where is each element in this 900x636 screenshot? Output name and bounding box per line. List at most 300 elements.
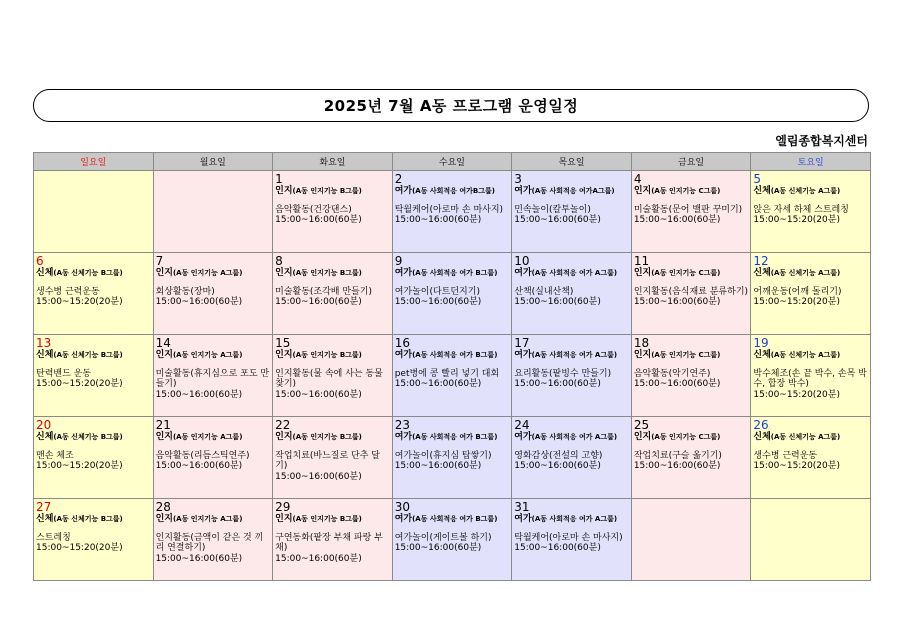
- calendar-day-cell: [273, 499, 393, 581]
- activity-name: pet병에 콩 빨리 넣기 대회: [394, 368, 500, 379]
- day-number: 22: [275, 418, 291, 432]
- day-number: 31: [514, 500, 530, 514]
- day-content: [154, 335, 273, 401]
- program-type: 여가: [394, 432, 413, 442]
- spacer: [753, 279, 868, 287]
- calendar-day-cell: [392, 417, 512, 499]
- day-number: 28: [155, 500, 171, 514]
- calendar-day-cell: [751, 335, 871, 417]
- program-subgroup: (A동 신체기능 A그룹): [770, 351, 841, 359]
- spacer: [514, 443, 629, 451]
- program-subgroup: (A동 신체기능 A그룹): [770, 269, 841, 277]
- day-number: 15: [275, 336, 291, 350]
- spacer: [753, 514, 868, 522]
- program-subgroup: (A동 인지기능 B그룹): [292, 269, 362, 277]
- day-content: [512, 335, 631, 391]
- organization-name: 엘림종합복지센터: [775, 134, 868, 148]
- program-type: 인지: [155, 268, 173, 278]
- calendar-day-cell: [273, 253, 393, 335]
- activity-time: 15:00~16:00(60분): [275, 389, 362, 400]
- program-group: [395, 268, 510, 279]
- day-number: 19: [753, 336, 769, 350]
- program-group: [514, 350, 629, 361]
- activity-name: 음악활동(리듬스틱연주): [155, 450, 250, 461]
- day-number: 26: [753, 418, 769, 432]
- program-group: [514, 514, 629, 525]
- activity-time: 15:00~16:00(60분): [394, 215, 482, 226]
- calendar-day-cell: [153, 335, 273, 417]
- spacer: [36, 443, 151, 451]
- day-content: [273, 417, 392, 483]
- program-group: [36, 350, 151, 361]
- spacer: [634, 361, 749, 369]
- program-type: 신체: [753, 186, 771, 196]
- day-number: 24: [514, 418, 530, 432]
- program-type: 인지: [155, 514, 173, 524]
- spacer: [156, 443, 271, 451]
- program-subgroup: (A동 사회적응 여가 B그룹): [412, 269, 498, 277]
- activity-name: 산책(실내산책): [514, 286, 574, 297]
- day-content: [751, 171, 870, 227]
- calendar-day-cell: [751, 417, 871, 499]
- activity-time: 15:00~15:20(20분): [753, 215, 840, 226]
- spacer: [275, 197, 390, 205]
- calendar-day-cell: [153, 499, 273, 581]
- program-group: [275, 514, 390, 525]
- day-content: [393, 171, 512, 227]
- day-content: [273, 499, 392, 565]
- program-group: [36, 514, 151, 525]
- spacer: [36, 525, 151, 533]
- day-number: 21: [155, 418, 171, 432]
- calendar-day-cell: [512, 171, 632, 253]
- program-group: [156, 514, 271, 525]
- calendar-day-cell: [631, 499, 751, 581]
- day-content: [154, 417, 273, 473]
- day-content: [751, 499, 870, 523]
- day-content: [154, 171, 273, 195]
- calendar-day-cell: [153, 253, 273, 335]
- activity-time: 15:00~16:00(60분): [633, 379, 721, 390]
- activity-name: 음악활동(악기연주): [633, 368, 711, 379]
- program-subgroup: (A동 사회적응 여가 A그룹): [531, 351, 618, 359]
- program-subgroup: (A동 인지기능 A그룹): [172, 351, 243, 359]
- program-subgroup: (A동 사회적응 여가A그룹): [531, 187, 615, 195]
- spacer: [156, 279, 271, 287]
- calendar-day-cell: [631, 253, 751, 335]
- activity-name: 미술활동(휴지심으로 포도 만들기): [155, 368, 270, 390]
- calendar-day-cell: [392, 253, 512, 335]
- activity-name: 생수병 근력운동: [36, 286, 100, 297]
- program-group: [634, 268, 749, 279]
- activity-name: 미술활동(조각배 만들기): [275, 286, 372, 297]
- activity-name: 맨손 체조: [36, 450, 74, 461]
- day-content: [393, 499, 512, 555]
- program-group: [275, 268, 390, 279]
- calendar-day-cell: [512, 417, 632, 499]
- day-content: [393, 253, 512, 309]
- activity-time: 15:00~16:00(60분): [394, 543, 482, 554]
- program-type: 인지: [155, 432, 173, 442]
- program-type: 여가: [394, 268, 413, 278]
- day-content: [512, 171, 631, 227]
- activity-name: 탄력밴드 운동: [36, 368, 92, 379]
- program-type: 여가: [394, 350, 413, 360]
- weekday-header: 일요일: [34, 153, 154, 171]
- program-subgroup: (A동 인지기능 B그룹): [292, 515, 362, 523]
- day-content: [632, 417, 751, 473]
- activity-time: 15:00~16:00(60분): [155, 553, 243, 564]
- program-subgroup: (A동 인지기능 C그룹): [651, 187, 721, 195]
- program-group: [634, 350, 749, 361]
- calendar-day-cell: [273, 417, 393, 499]
- program-subgroup: (A동 인지기능 B그룹): [292, 433, 362, 441]
- day-number: 5: [753, 172, 762, 186]
- day-number: [753, 500, 868, 514]
- program-group: [156, 350, 271, 361]
- program-subgroup: (A동 사회적응 여가 B그룹): [412, 351, 498, 359]
- day-content: [34, 253, 153, 309]
- activity-time: 15:00~16:00(60분): [514, 297, 601, 308]
- calendar-day-cell: [153, 417, 273, 499]
- day-content: [273, 171, 392, 227]
- day-number: 7: [155, 254, 164, 268]
- program-type: 여가: [394, 514, 413, 524]
- program-group: [275, 186, 390, 197]
- day-content: [512, 499, 631, 555]
- calendar-day-cell: [631, 335, 751, 417]
- day-content: [34, 499, 153, 555]
- activity-time: 15:00~15:20(20분): [753, 461, 840, 472]
- program-subgroup: (A동 사회적응 여가B그룹): [412, 187, 495, 195]
- spacer: [156, 361, 271, 369]
- calendar-day-cell: [34, 253, 154, 335]
- spacer: [753, 443, 868, 451]
- calendar-week-row: [34, 171, 871, 253]
- calendar-week-row: [34, 335, 871, 417]
- day-number: 18: [633, 336, 650, 350]
- spacer: [395, 197, 510, 205]
- calendar-week-row: [34, 417, 871, 499]
- activity-name: 탁월케어(아로마 손 마사지): [394, 204, 504, 215]
- activity-time: 15:00~15:20(20분): [36, 543, 123, 554]
- activity-name: 민속놀이(칼투놀이): [514, 204, 591, 215]
- spacer: [634, 443, 749, 451]
- day-number: 17: [514, 336, 530, 350]
- calendar-week-row: [34, 499, 871, 581]
- activity-time: 15:00~16:00(60분): [155, 389, 243, 400]
- calendar-day-cell: [512, 335, 632, 417]
- program-type: 신체: [36, 514, 54, 524]
- day-content: [632, 253, 751, 309]
- day-number: 29: [275, 500, 291, 514]
- day-content: [154, 499, 273, 565]
- activity-time: 15:00~15:20(20분): [36, 297, 123, 308]
- program-group: [753, 268, 868, 279]
- calendar-day-cell: [631, 171, 751, 253]
- program-subgroup: (A동 인지기능 B그룹): [292, 351, 362, 359]
- activity-time: 15:00~16:00(60분): [155, 297, 243, 308]
- day-content: [632, 335, 751, 391]
- program-group: [634, 186, 749, 197]
- program-subgroup: (A동 사회적응 여가 A그룹): [531, 433, 618, 441]
- activity-name: 어깨운동(어깨 돌리기): [753, 286, 842, 297]
- program-group: [36, 268, 151, 279]
- activity-name: 인지활동(물 속에 사는 동물 찾기): [275, 368, 383, 390]
- spacer: [395, 361, 510, 369]
- activity-time: 15:00~16:00(60분): [394, 379, 482, 390]
- day-number: 11: [633, 254, 650, 268]
- activity-name: 음악활동(건강댄스): [275, 204, 352, 215]
- weekday-header: 수요일: [392, 153, 512, 171]
- day-content: [393, 335, 512, 391]
- activity-time: 15:00~16:00(60분): [394, 297, 482, 308]
- activity-name: 작업치료(구슬 옮기기): [633, 450, 722, 461]
- program-subgroup: (A동 신체기능 A그룹): [770, 433, 841, 441]
- activity-time: 15:00~16:00(60분): [275, 297, 362, 308]
- activity-time: 15:00~16:00(60분): [633, 297, 721, 308]
- weekday-header: 금요일: [631, 153, 751, 171]
- program-group: [395, 432, 510, 443]
- day-number: 14: [155, 336, 171, 350]
- day-number: 6: [36, 254, 44, 268]
- program-group: [753, 432, 868, 443]
- program-group: [156, 268, 271, 279]
- calendar-day-cell: [392, 171, 512, 253]
- weekday-header-row: [34, 153, 871, 171]
- day-number: 10: [514, 254, 530, 268]
- activity-name: 박수체조(손 끝 박수, 손목 박수, 합장 박수): [753, 368, 867, 390]
- program-type: 인지: [275, 350, 293, 360]
- spacer: [395, 279, 510, 287]
- program-type: 인지: [633, 350, 652, 360]
- program-type: 신체: [753, 350, 771, 360]
- program-type: 인지: [275, 432, 293, 442]
- spacer: [634, 197, 749, 205]
- program-subgroup: (A동 신체기능 B그룹): [53, 433, 123, 441]
- program-type: 신체: [753, 268, 771, 278]
- activity-name: 인지활동(금액이 같은 것 끼리 연결하기): [155, 532, 264, 554]
- program-group: [156, 432, 271, 443]
- activity-time: 15:00~16:00(60분): [514, 215, 601, 226]
- day-number: 13: [36, 336, 52, 350]
- spacer: [36, 279, 151, 287]
- spacer: [275, 525, 390, 533]
- program-group: [634, 432, 749, 443]
- program-subgroup: (A동 신체기능 A그룹): [770, 187, 841, 195]
- spacer: [634, 279, 749, 287]
- calendar-day-cell: [273, 335, 393, 417]
- activity-time: 15:00~16:00(60분): [633, 461, 721, 472]
- day-number: 16: [394, 336, 410, 350]
- calendar-day-cell: [273, 171, 393, 253]
- program-subgroup: (A동 인지기능 C그룹): [651, 269, 721, 277]
- weekday-header: 화요일: [273, 153, 393, 171]
- program-subgroup: (A동 인지기능 A그룹): [172, 433, 243, 441]
- day-number: 20: [36, 418, 52, 432]
- program-type: 여가: [514, 514, 532, 524]
- program-type: 인지: [633, 186, 652, 196]
- calendar-day-cell: [34, 417, 154, 499]
- activity-name: 스트레칭: [36, 532, 71, 543]
- program-subgroup: (A동 인지기능 C그룹): [651, 433, 721, 441]
- day-content: [393, 417, 512, 473]
- spacer: [275, 443, 390, 451]
- activity-time: 15:00~16:00(60분): [633, 215, 721, 226]
- program-group: [514, 432, 629, 443]
- program-type: 인지: [275, 514, 293, 524]
- day-number: 23: [394, 418, 410, 432]
- program-group: [514, 186, 629, 197]
- program-subgroup: (A동 신체기능 B그룹): [53, 515, 123, 523]
- day-number: 1: [275, 172, 283, 186]
- spacer: [634, 514, 749, 522]
- activity-name: 여가놀이(다트던지기): [394, 286, 480, 297]
- day-number: [634, 500, 749, 514]
- program-group: [753, 350, 868, 361]
- calendar-table: [33, 152, 871, 581]
- activity-name: 여가놀이(게이트볼 하기): [394, 532, 492, 543]
- program-type: 신체: [36, 432, 54, 442]
- program-group: [395, 350, 510, 361]
- day-content: [154, 253, 273, 309]
- activity-name: 구연동화(팥장 부채 파랑 부채): [275, 532, 383, 554]
- program-subgroup: (A동 사회적응 여가 B그룹): [412, 433, 498, 441]
- activity-name: 미술활동(문어 밸판 꾸미기): [633, 204, 743, 215]
- day-content: [512, 253, 631, 309]
- day-number: 3: [514, 172, 522, 186]
- activity-time: 15:00~16:00(60분): [514, 461, 601, 472]
- program-type: 신체: [36, 268, 54, 278]
- calendar-day-cell: [153, 171, 273, 253]
- calendar-day-cell: [751, 253, 871, 335]
- spacer: [156, 525, 271, 533]
- day-number: 25: [633, 418, 650, 432]
- program-type: 여가: [394, 186, 413, 196]
- spacer: [36, 186, 151, 194]
- spacer: [275, 361, 390, 369]
- spacer: [753, 197, 868, 205]
- program-group: [395, 186, 510, 197]
- program-subgroup: (A동 신체기능 B그룹): [53, 269, 123, 277]
- day-content: [751, 417, 870, 473]
- program-group: [514, 268, 629, 279]
- calendar-week-row: [34, 253, 871, 335]
- program-type: 인지: [155, 350, 173, 360]
- program-subgroup: (A동 인지기능 A그룹): [172, 269, 243, 277]
- program-type: 인지: [633, 268, 652, 278]
- weekday-header: 토요일: [751, 153, 871, 171]
- day-content: [273, 253, 392, 309]
- activity-time: 15:00~16:00(60분): [275, 553, 362, 564]
- spacer: [514, 525, 629, 533]
- calendar-day-cell: [392, 499, 512, 581]
- day-content: [751, 335, 870, 401]
- activity-name: 작업치료(바느질로 단추 달기): [275, 450, 380, 472]
- day-number: 2: [394, 172, 403, 186]
- calendar-day-cell: [751, 171, 871, 253]
- weekday-header: 목요일: [512, 153, 632, 171]
- program-type: 인지: [275, 186, 293, 196]
- program-subgroup: (A동 신체기능 B그룹): [53, 351, 123, 359]
- day-content: [34, 335, 153, 391]
- day-content: [632, 499, 751, 523]
- activity-name: 요리활동(팥빙수 만들기): [514, 368, 612, 379]
- activity-time: 15:00~16:00(60분): [514, 543, 601, 554]
- day-content: [512, 417, 631, 473]
- program-type: 여가: [514, 350, 532, 360]
- activity-time: 15:00~16:00(60분): [275, 215, 362, 226]
- spacer: [275, 279, 390, 287]
- day-number: 12: [753, 254, 769, 268]
- program-subgroup: (A동 사회적응 여가 A그룹): [531, 515, 618, 523]
- activity-time: 15:00~16:00(60분): [394, 461, 482, 472]
- activity-time: 15:00~16:00(60분): [275, 471, 362, 482]
- program-type: 신체: [36, 350, 54, 360]
- program-subgroup: (A동 사회적응 여가 B그룹): [412, 515, 498, 523]
- calendar-day-cell: [392, 335, 512, 417]
- spacer: [514, 361, 629, 369]
- spacer: [753, 361, 868, 369]
- weekday-header: 월요일: [153, 153, 273, 171]
- calendar-day-cell: [751, 499, 871, 581]
- program-group: [395, 514, 510, 525]
- spacer: [514, 197, 629, 205]
- activity-name: 생수병 근력운동: [753, 450, 818, 461]
- day-number: 4: [633, 172, 642, 186]
- program-group: [36, 432, 151, 443]
- day-number: 30: [394, 500, 410, 514]
- program-group: [275, 350, 390, 361]
- day-number: [156, 172, 271, 186]
- program-subgroup: (A동 인지기능 C그룹): [651, 351, 721, 359]
- calendar-day-cell: [631, 417, 751, 499]
- day-number: 9: [394, 254, 403, 268]
- calendar-day-cell: [34, 499, 154, 581]
- program-group: [753, 186, 868, 197]
- spacer: [36, 361, 151, 369]
- program-subgroup: (A동 인지기능 A그룹): [172, 515, 243, 523]
- page-title: 2025년 7월 A동 프로그램 운영일정: [323, 97, 579, 115]
- spacer: [514, 279, 629, 287]
- program-type: 여가: [514, 268, 532, 278]
- day-number: [36, 172, 151, 186]
- program-type: 여가: [514, 186, 532, 196]
- spacer: [395, 443, 510, 451]
- spacer: [156, 186, 271, 194]
- day-content: [751, 253, 870, 309]
- activity-name: 앉은 자세 하체 스트레칭: [753, 204, 849, 215]
- day-content: [632, 171, 751, 227]
- day-content: [273, 335, 392, 401]
- program-type: 인지: [633, 432, 652, 442]
- activity-time: 15:00~15:20(20분): [36, 461, 123, 472]
- day-content: [34, 171, 153, 195]
- activity-time: 15:00~16:00(60분): [514, 379, 601, 390]
- activity-name: 탁월케어(아로마 손 마사지): [514, 532, 623, 543]
- activity-name: 인지활동(음식재료 분류하기): [633, 286, 749, 297]
- day-number: 8: [275, 254, 283, 268]
- calendar-day-cell: [512, 253, 632, 335]
- program-type: 여가: [514, 432, 532, 442]
- activity-name: 영화감상(전설의 고향): [514, 450, 603, 461]
- program-group: [275, 432, 390, 443]
- calendar-day-cell: [34, 335, 154, 417]
- calendar-day-cell: [34, 171, 154, 253]
- program-type: 신체: [753, 432, 771, 442]
- day-number: 27: [36, 500, 52, 514]
- spacer: [395, 525, 510, 533]
